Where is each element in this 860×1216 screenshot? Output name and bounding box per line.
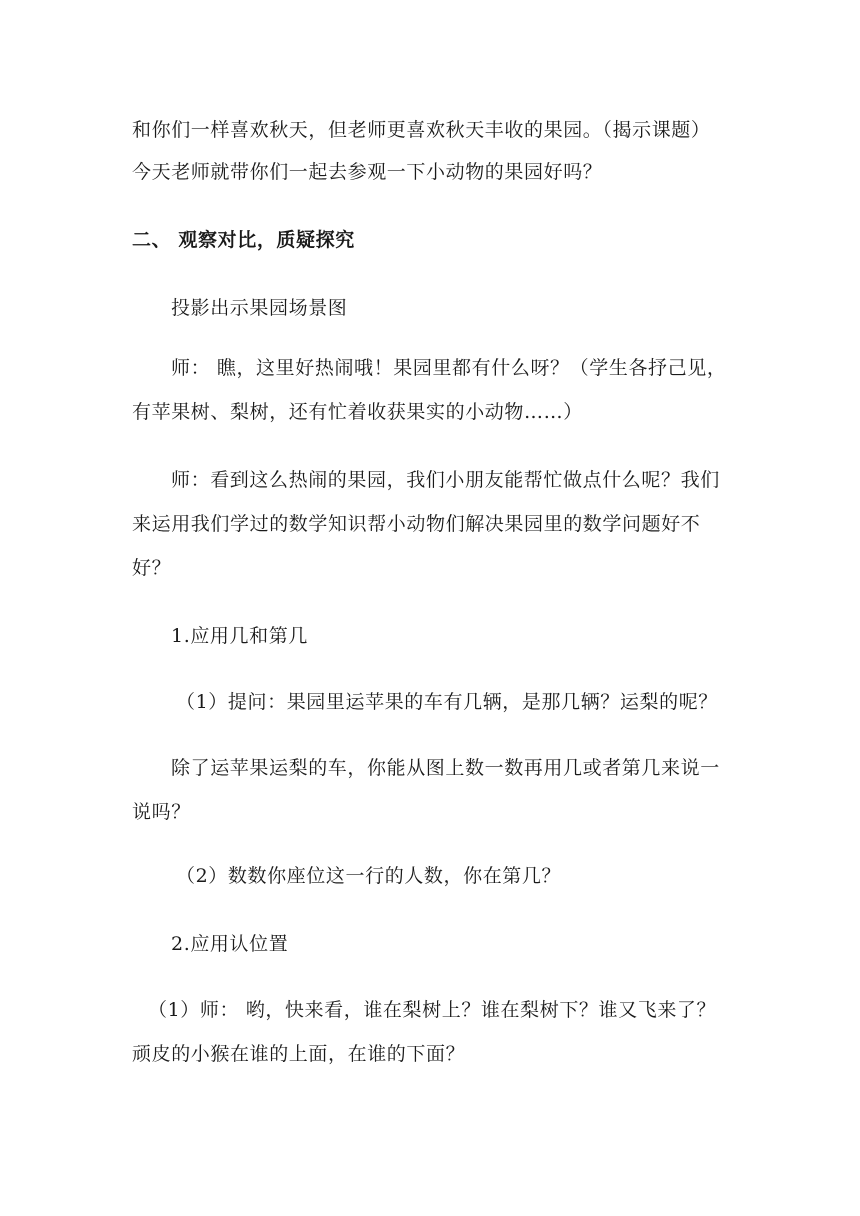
- paragraph-line-2: 今天老师就带你们一起去参观一下小动物的果园好吗？: [132, 161, 603, 183]
- subheading-2: 2.应用认位置: [171, 933, 289, 955]
- paragraph-line-1: 和你们一样喜欢秋天，但老师更喜欢秋天丰收的果园。（揭示课题）: [132, 119, 711, 141]
- subheading-1: 1.应用几和第几: [171, 625, 308, 647]
- section-heading-2: 二、 观察对比，质疑探究: [132, 229, 355, 251]
- paragraph-line-teacher-3a: （1）师： 哟，快来看，谁在梨树上？谁在梨树下？谁又飞来了？: [148, 999, 717, 1021]
- paragraph-line-teacher-2c: 好？: [132, 557, 172, 579]
- paragraph-line-teacher-3b: 顽皮的小猴在谁的上面，在谁的下面？: [132, 1043, 466, 1065]
- paragraph-line-teacher-2b: 来运用我们学过的数学知识帮小动物们解决果园里的数学问题好不: [132, 513, 701, 535]
- paragraph-line-teacher-2a: 师：看到这么热闹的果园，我们小朋友能帮忙做点什么呢？我们: [171, 469, 720, 491]
- paragraph-line-projection: 投影出示果园场景图: [171, 297, 348, 319]
- paragraph-line-question-2b: 说吗？: [132, 801, 191, 823]
- paragraph-line-question-3: （2）数数你座位这一行的人数，你在第几？: [176, 865, 562, 887]
- paragraph-line-teacher-1a: 师： 瞧，这里好热闹哦！果园里都有什么呀？（学生各抒己见，: [171, 357, 727, 379]
- paragraph-line-question-2a: 除了运苹果运梨的车，你能从图上数一数再用几或者第几来说一: [171, 757, 720, 779]
- paragraph-line-question-1: （1）提问：果园里运苹果的车有几辆，是那几辆？运梨的呢？: [176, 691, 718, 713]
- paragraph-line-teacher-1b: 有苹果树、梨树，还有忙着收获果实的小动物……）: [132, 401, 583, 423]
